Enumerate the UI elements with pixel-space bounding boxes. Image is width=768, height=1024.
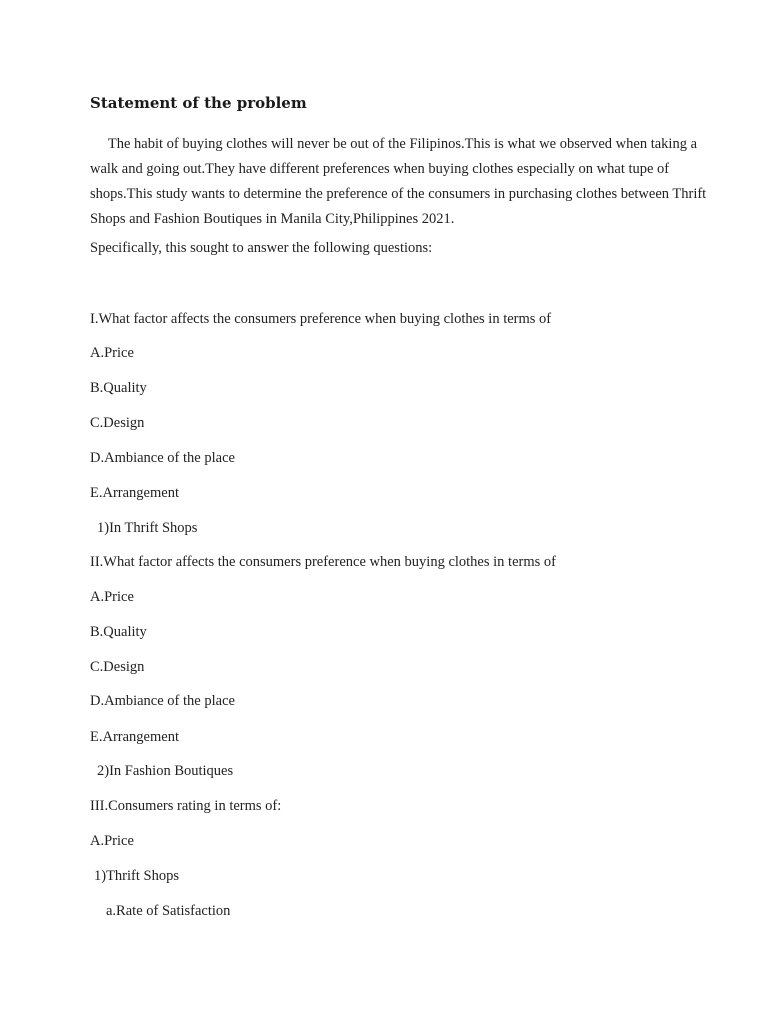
paragraph-line: The habit of buying clothes will never be out of the Filipinos.This is what we observed when taking a: [90, 136, 698, 152]
paragraph-line: Shops and Fashion Boutiques in Manila City,Philippines 2021.: [90, 211, 455, 227]
question-heading: I.What factor affects the consumers preference when buying clothes in terms of: [90, 311, 552, 327]
paragraph-line: shops.This study wants to determine the preference of the consumers in purchasing clothes between Thrift: [90, 186, 707, 202]
list-item: A.Price: [90, 589, 134, 605]
sub-list-item: 2)In Fashion Boutiques: [97, 763, 234, 779]
list-item: C.Design: [90, 659, 145, 675]
list-item: D.Ambiance of the place: [90, 693, 235, 709]
list-item: C.Design: [90, 415, 145, 431]
sub-list-item: 1)In Thrift Shops: [97, 520, 198, 536]
list-item: B.Quality: [90, 380, 147, 396]
sub-list-item: 1)Thrift Shops: [94, 868, 179, 884]
paragraph-line: walk and going out.They have different preferences when buying clothes especially on what tupe of: [90, 161, 670, 177]
sub-sub-list-item: a.Rate of Satisfaction: [106, 903, 231, 919]
list-item: B.Quality: [90, 624, 147, 640]
question-heading: III.Consumers rating in terms of:: [90, 798, 282, 814]
intro-paragraph: [90, 132, 707, 232]
question-heading: II.What factor affects the consumers preference when buying clothes in terms of: [90, 554, 556, 570]
list-item: D.Ambiance of the place: [90, 450, 235, 466]
list-item: A.Price: [90, 833, 134, 849]
list-item: A.Price: [90, 345, 134, 361]
list-item: E.Arrangement: [90, 485, 179, 501]
section-heading: Statement of the problem: [90, 94, 307, 112]
list-item: E.Arrangement: [90, 729, 179, 745]
questions-intro: Specifically, this sought to answer the following questions:: [90, 240, 433, 256]
